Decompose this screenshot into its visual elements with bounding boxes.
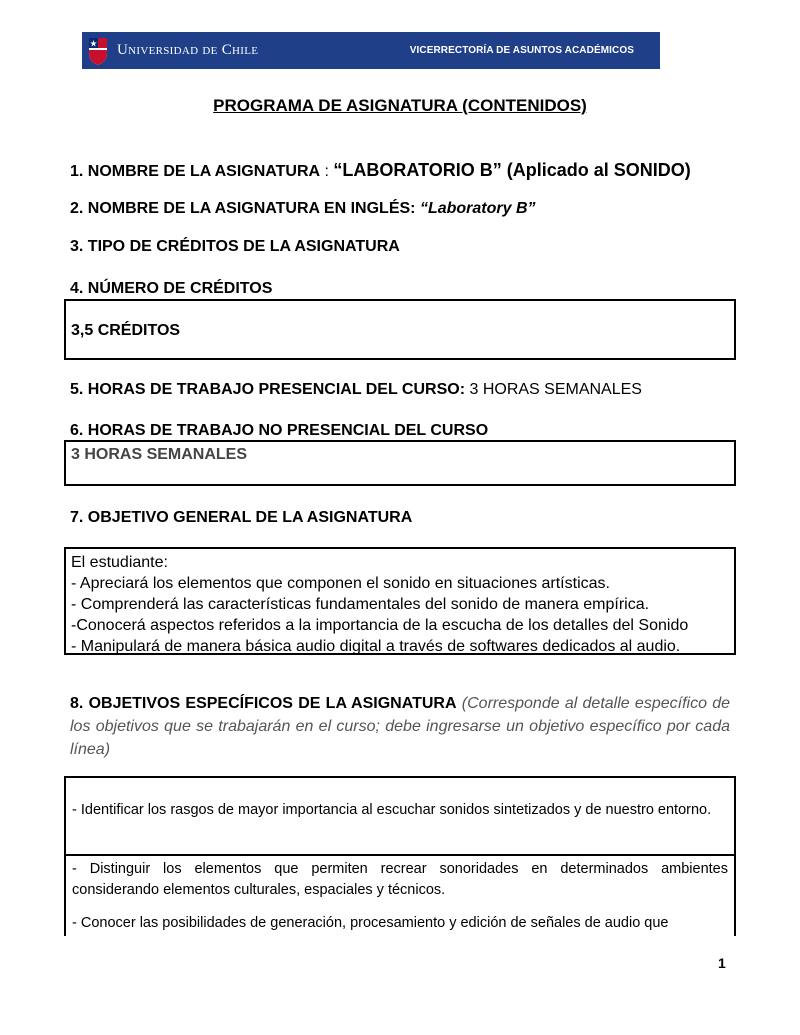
header-banner — [82, 32, 660, 69]
section-8-note: (Corresponde al detalle específico de los objetivos que se trabajarán en el curso; debe ingresarse un objetivo específico por cada línea) — [70, 695, 730, 758]
objective-line: - Comprenderá las características fundamentales del sonido de manera empírica. — [71, 596, 650, 613]
section-2 — [70, 200, 536, 218]
section-8-label: 8. OBJETIVOS ESPECÍFICOS DE LA ASIGNATURA — [70, 695, 457, 712]
objective-line: - Manipulará de manera básica audio digital a través de softwares dedicados al audio. — [71, 638, 681, 655]
section-1-separator: : — [320, 163, 334, 180]
specific-objective-item: - Conocer las posibilidades de generación, procesamiento y edición de señales de audio que — [72, 915, 669, 931]
section-1-value: “LABORATORIO B” (Aplicado al SONIDO) — [333, 160, 691, 180]
specific-objective-item: - Identificar los rasgos de mayor importancia al escuchar sonidos sintetizados y de nuestro entorno. — [72, 802, 712, 818]
section-1 — [70, 160, 691, 181]
specific-objective-box-1 — [64, 776, 736, 856]
credits-value: 3,5 CRÉDITOS — [71, 322, 181, 339]
section-5-label: 5. HORAS DE TRABAJO PRESENCIAL DEL CURSO: — [70, 381, 466, 398]
specific-objective-item: - Distinguir los elementos que permiten recrear sonoridades en determinados ambientes considerando elementos culturales, espaciales y técnicos. — [72, 861, 728, 898]
section-2-value: “Laboratory B” — [419, 200, 536, 217]
section-5-value: 3 HORAS SEMANALES — [469, 381, 642, 398]
page-title: PROGRAMA DE ASIGNATURA (CONTENIDOS) — [213, 96, 587, 115]
section-4-label: 4. NÚMERO DE CRÉDITOS — [70, 280, 273, 297]
specific-objective-box-2 — [64, 854, 736, 936]
general-objective-box — [64, 547, 736, 655]
non-presential-hours-box — [64, 440, 736, 486]
section-5 — [70, 381, 642, 399]
section-2-label: 2. NOMBRE DE LA ASIGNATURA EN INGLÉS: — [70, 200, 416, 217]
page-number: 1 — [718, 955, 726, 971]
section-6-label: 6. HORAS DE TRABAJO NO PRESENCIAL DEL CURSO — [70, 422, 489, 439]
non-presential-hours-value: 3 HORAS SEMANALES — [71, 446, 248, 463]
objective-line: - Apreciará los elementos que componen el sonido en situaciones artísticas. — [71, 575, 610, 592]
section-3-label: 3. TIPO DE CRÉDITOS DE LA ASIGNATURA — [70, 238, 400, 255]
credits-box — [64, 299, 736, 360]
university-shield-icon — [88, 36, 108, 66]
section-1-label: 1. NOMBRE DE LA ASIGNATURA — [70, 163, 321, 180]
section-8-heading — [70, 692, 730, 761]
section-7-label: 7. OBJETIVO GENERAL DE LA ASIGNATURA — [70, 509, 413, 526]
objective-line: El estudiante: — [71, 554, 168, 571]
office-name: VICERRECTORÍA DE ASUNTOS ACADÉMICOS — [409, 45, 634, 56]
objective-line: -Conocerá aspectos referidos a la importancia de la escucha de los detalles del Sonido — [71, 617, 689, 634]
university-name: Universidad de Chile — [117, 42, 259, 58]
